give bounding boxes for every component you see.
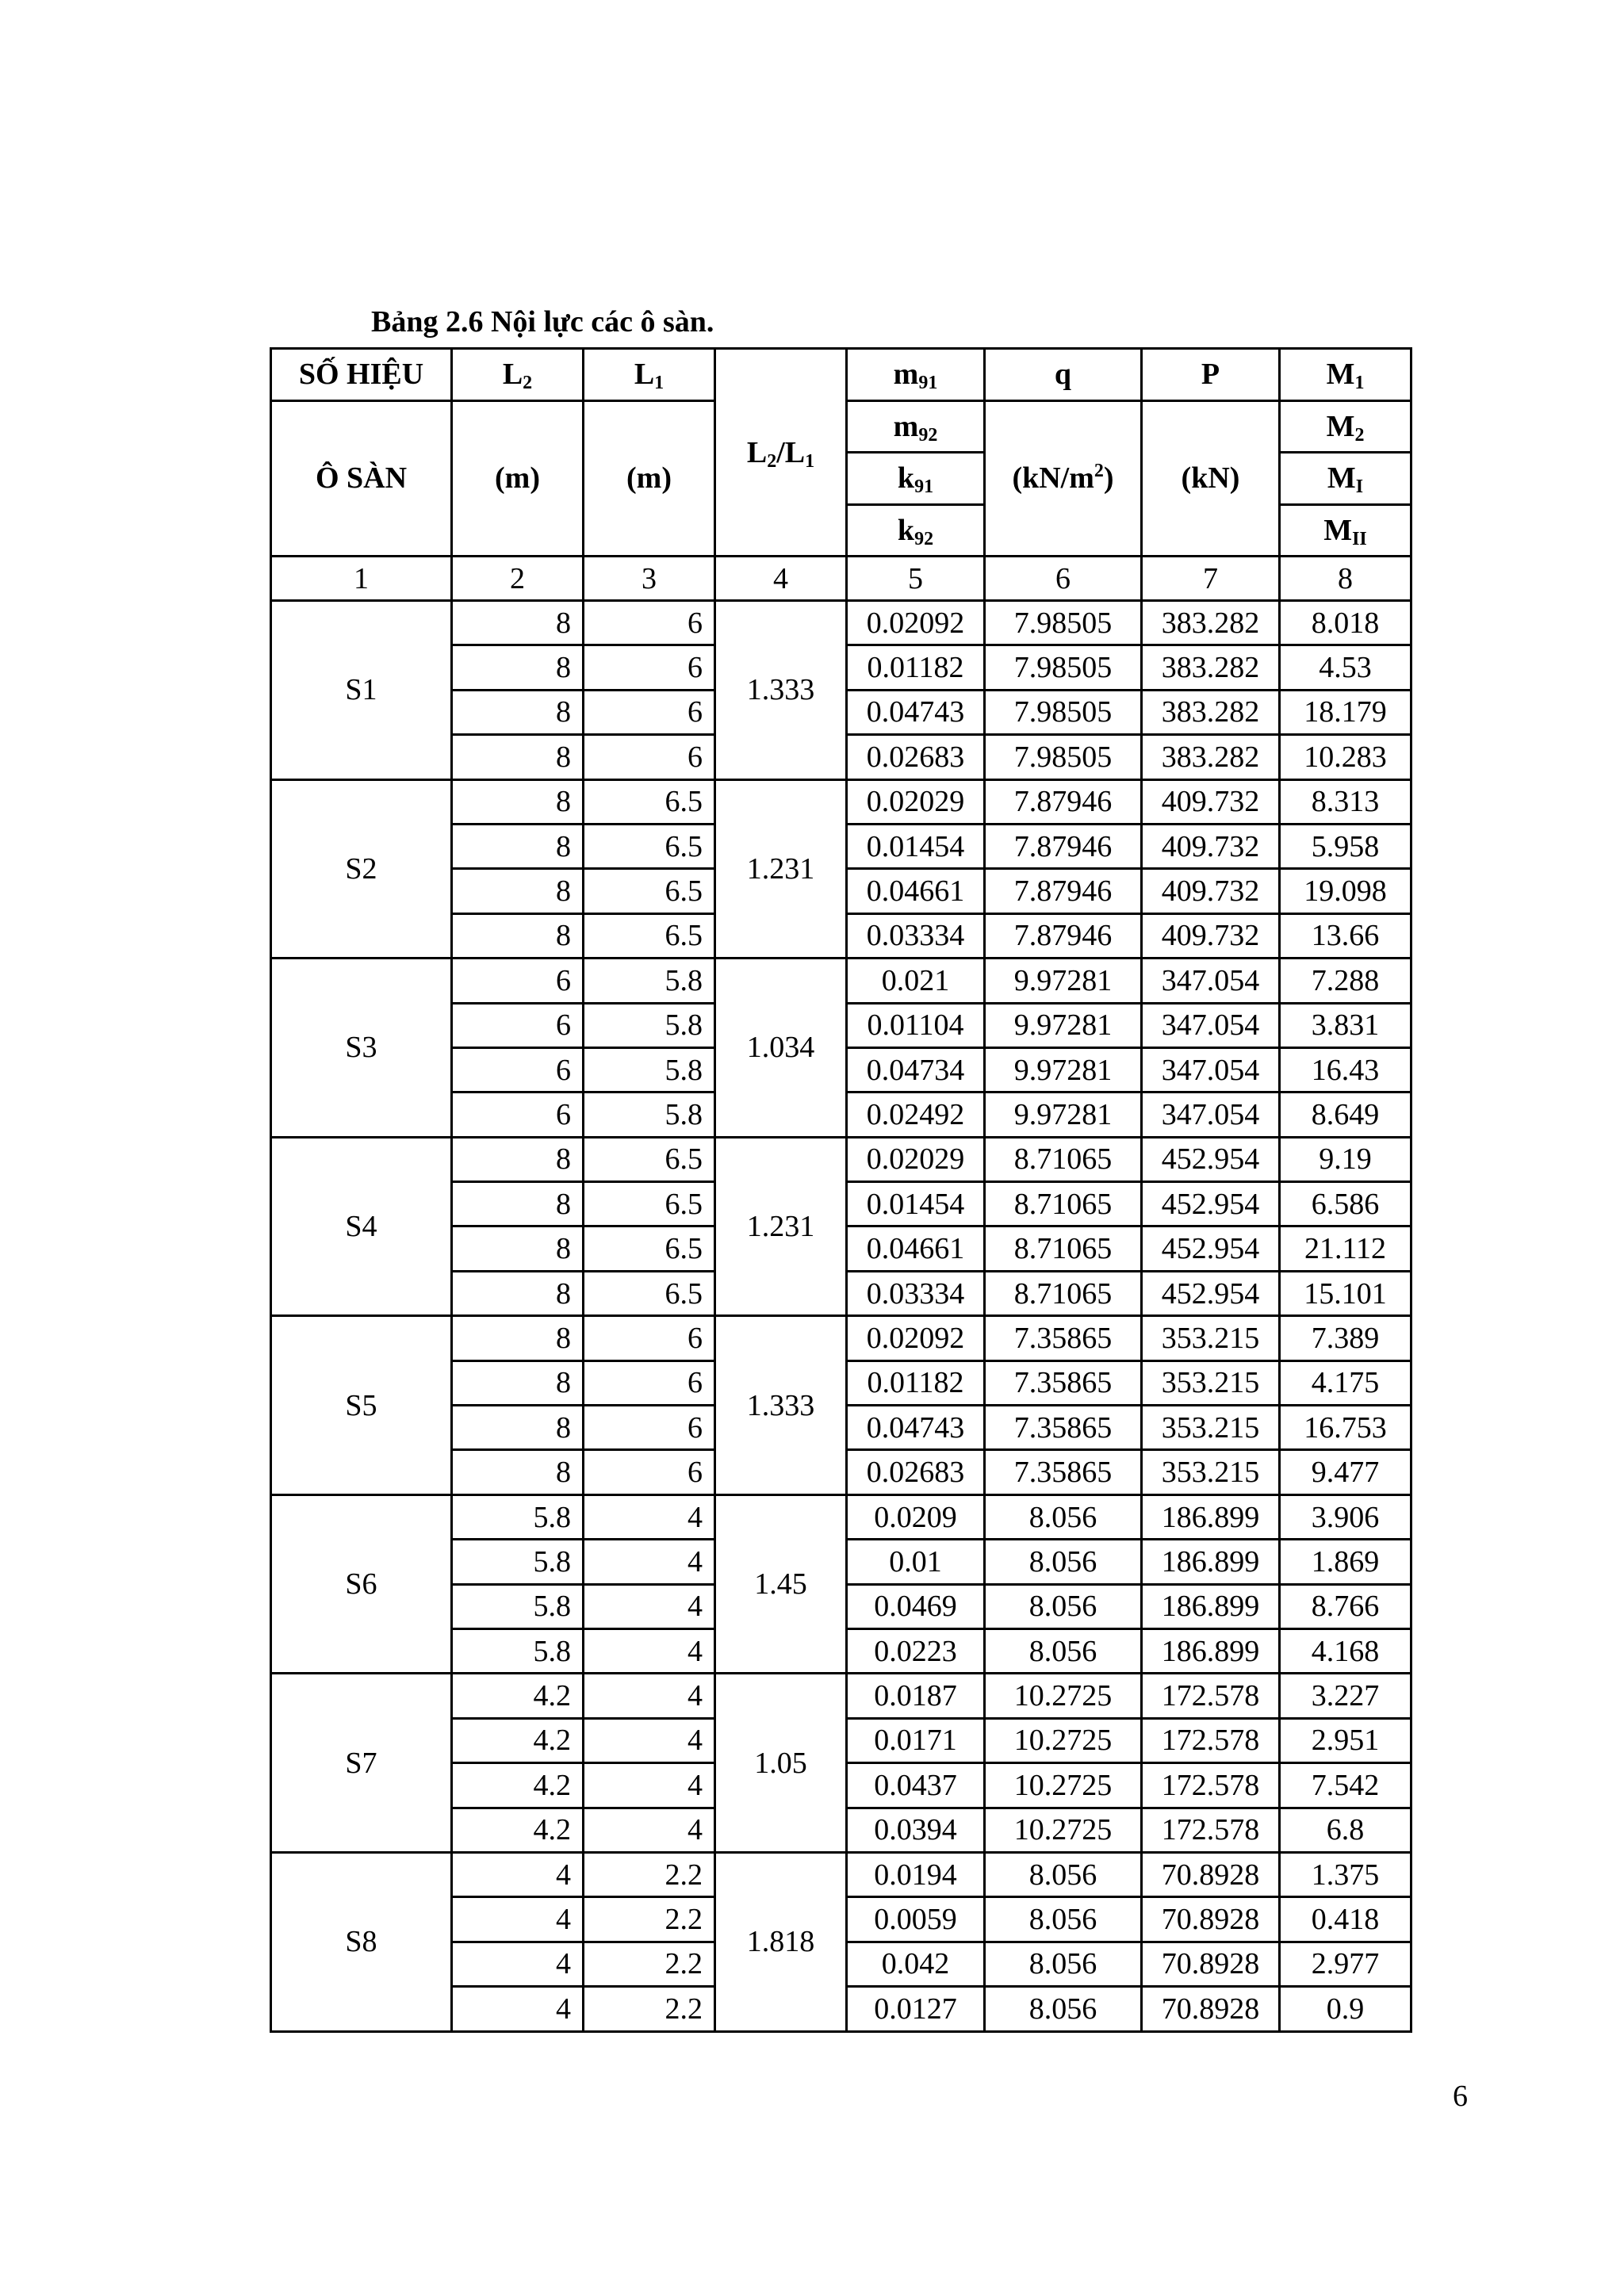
q-cell: 9.97281 <box>985 1003 1142 1047</box>
l1-cell: 6.5 <box>584 1226 715 1271</box>
l1-cell: 6 <box>584 601 715 645</box>
moment-cell: 4.168 <box>1280 1628 1411 1673</box>
ratio-cell: 1.05 <box>715 1674 847 1853</box>
p-cell: 172.578 <box>1142 1718 1280 1762</box>
moment-cell: 0.9 <box>1280 1987 1411 2031</box>
header-mI: $M_I$ <box>1280 453 1411 505</box>
coefficient-cell: 0.03334 <box>847 1271 985 1315</box>
slab-name-cell: S3 <box>271 959 452 1138</box>
slab-name-cell: S8 <box>271 1852 452 2031</box>
q-cell: 8.056 <box>985 1852 1142 1896</box>
column-number: 5 <box>847 557 985 601</box>
coefficient-cell: 0.03334 <box>847 913 985 958</box>
l2-cell: 4.2 <box>452 1674 584 1718</box>
slab-name-cell: S1 <box>271 601 452 780</box>
coefficient-cell: 0.01182 <box>847 1360 985 1405</box>
q-cell: 7.87946 <box>985 779 1142 824</box>
p-cell: 353.215 <box>1142 1406 1280 1450</box>
moment-cell: 8.313 <box>1280 779 1411 824</box>
l1-cell: 6.5 <box>584 1271 715 1315</box>
p-cell: 383.282 <box>1142 645 1280 690</box>
l1-cell: 2.2 <box>584 1852 715 1896</box>
header-p: P <box>1142 349 1280 401</box>
coefficient-cell: 0.01454 <box>847 1182 985 1226</box>
header-m92: $m_{92}$ <box>847 400 985 453</box>
ratio-cell: 1.333 <box>715 601 847 780</box>
l2-cell: 8 <box>452 601 584 645</box>
q-cell: 7.35865 <box>985 1406 1142 1450</box>
header-l1: $L_1$ <box>584 349 715 401</box>
coefficient-cell: 0.04734 <box>847 1047 985 1092</box>
l2-cell: 5.8 <box>452 1540 584 1584</box>
p-cell: 186.899 <box>1142 1628 1280 1673</box>
q-cell: 7.87946 <box>985 869 1142 913</box>
moment-cell: 7.542 <box>1280 1763 1411 1808</box>
q-cell: 7.98505 <box>985 601 1142 645</box>
l1-cell: 2.2 <box>584 1942 715 1986</box>
l2-cell: 8 <box>452 1182 584 1226</box>
coefficient-cell: 0.021 <box>847 959 985 1003</box>
q-cell: 9.97281 <box>985 959 1142 1003</box>
q-cell: 8.056 <box>985 1897 1142 1942</box>
moment-cell: 1.869 <box>1280 1540 1411 1584</box>
ratio-cell: 1.818 <box>715 1852 847 2031</box>
ratio-cell: 1.034 <box>715 959 847 1138</box>
table-row <box>271 1494 1411 1539</box>
moment-cell: 2.951 <box>1280 1718 1411 1762</box>
moment-cell: 16.753 <box>1280 1406 1411 1450</box>
l2-cell: 4.2 <box>452 1808 584 1852</box>
l2-cell: 8 <box>452 645 584 690</box>
p-cell: 70.8928 <box>1142 1852 1280 1896</box>
moment-cell: 13.66 <box>1280 913 1411 958</box>
header-ratio: $L_2/L_1$ <box>715 349 847 557</box>
moment-cell: 6.8 <box>1280 1808 1411 1852</box>
q-cell: 8.056 <box>985 1987 1142 2031</box>
column-number: 4 <box>715 557 847 601</box>
l1-cell: 6 <box>584 1450 715 1494</box>
moment-cell: 4.175 <box>1280 1360 1411 1405</box>
p-cell: 452.954 <box>1142 1226 1280 1271</box>
q-cell: 8.71065 <box>985 1271 1142 1315</box>
coefficient-cell: 0.0171 <box>847 1718 985 1762</box>
l1-cell: 2.2 <box>584 1987 715 2031</box>
p-cell: 172.578 <box>1142 1763 1280 1808</box>
table-row <box>271 1137 1411 1181</box>
moment-cell: 4.53 <box>1280 645 1411 690</box>
q-cell: 10.2725 <box>985 1674 1142 1718</box>
l2-cell: 8 <box>452 779 584 824</box>
l2-cell: 6 <box>452 1093 584 1137</box>
moment-cell: 8.018 <box>1280 601 1411 645</box>
l2-cell: 4 <box>452 1987 584 2031</box>
p-cell: 70.8928 <box>1142 1897 1280 1942</box>
l1-cell: 4 <box>584 1808 715 1852</box>
coefficient-cell: 0.0394 <box>847 1808 985 1852</box>
l2-cell: 8 <box>452 1360 584 1405</box>
l1-cell: 4 <box>584 1540 715 1584</box>
coefficient-cell: 0.02683 <box>847 735 985 779</box>
table-row <box>271 959 1411 1003</box>
l2-cell: 8 <box>452 913 584 958</box>
coefficient-cell: 0.02092 <box>847 1316 985 1360</box>
q-cell: 8.71065 <box>985 1182 1142 1226</box>
l1-cell: 6 <box>584 1316 715 1360</box>
l2-cell: 8 <box>452 690 584 734</box>
table-caption: Bảng 2.6 Nội lực các ô sàn. <box>371 305 714 339</box>
q-cell: 8.056 <box>985 1494 1142 1539</box>
q-cell: 8.71065 <box>985 1137 1142 1181</box>
header-m1: $M_1$ <box>1280 349 1411 401</box>
column-number-row <box>271 557 1411 601</box>
l1-cell: 6 <box>584 690 715 734</box>
q-cell: 7.87946 <box>985 824 1142 868</box>
coefficient-cell: 0.0223 <box>847 1628 985 1673</box>
coefficient-cell: 0.01 <box>847 1540 985 1584</box>
l2-cell: 8 <box>452 1406 584 1450</box>
l1-cell: 6.5 <box>584 1182 715 1226</box>
moment-cell: 2.977 <box>1280 1942 1411 1986</box>
ratio-cell: 1.231 <box>715 779 847 959</box>
coefficient-cell: 0.042 <box>847 1942 985 1986</box>
coefficient-cell: 0.0127 <box>847 1987 985 2031</box>
l2-cell: 8 <box>452 1226 584 1271</box>
ratio-cell: 1.231 <box>715 1137 847 1316</box>
column-number: 2 <box>452 557 584 601</box>
p-cell: 452.954 <box>1142 1137 1280 1181</box>
l1-cell: 4 <box>584 1763 715 1808</box>
header-m91: $m_{91}$ <box>847 349 985 401</box>
p-cell: 70.8928 <box>1142 1942 1280 1986</box>
moment-cell: 18.179 <box>1280 690 1411 734</box>
table-row <box>271 601 1411 645</box>
coefficient-cell: 0.02029 <box>847 779 985 824</box>
p-cell: 383.282 <box>1142 690 1280 734</box>
l2-cell: 4.2 <box>452 1763 584 1808</box>
table-row <box>271 779 1411 824</box>
l2-cell: 4.2 <box>452 1718 584 1762</box>
l1-cell: 5.8 <box>584 1003 715 1047</box>
coefficient-cell: 0.0059 <box>847 1897 985 1942</box>
p-cell: 347.054 <box>1142 1047 1280 1092</box>
l1-cell: 5.8 <box>584 1047 715 1092</box>
p-cell: 452.954 <box>1142 1271 1280 1315</box>
p-cell: 409.732 <box>1142 913 1280 958</box>
p-cell: 172.578 <box>1142 1674 1280 1718</box>
header-q-unit: $(kN/m^2)$ <box>985 400 1142 557</box>
moment-cell: 9.477 <box>1280 1450 1411 1494</box>
p-cell: 186.899 <box>1142 1584 1280 1628</box>
coefficient-cell: 0.0209 <box>847 1494 985 1539</box>
column-number: 1 <box>271 557 452 601</box>
header-so-hieu: SỐ HIỆU <box>271 349 452 401</box>
l1-cell: 6.5 <box>584 869 715 913</box>
l2-cell: 8 <box>452 735 584 779</box>
coefficient-cell: 0.0187 <box>847 1674 985 1718</box>
p-cell: 409.732 <box>1142 869 1280 913</box>
l1-cell: 6.5 <box>584 1137 715 1181</box>
moment-cell: 8.649 <box>1280 1093 1411 1137</box>
l1-cell: 4 <box>584 1718 715 1762</box>
column-number: 3 <box>584 557 715 601</box>
moment-cell: 8.766 <box>1280 1584 1411 1628</box>
moment-cell: 5.958 <box>1280 824 1411 868</box>
q-cell: 8.056 <box>985 1540 1142 1584</box>
ratio-cell: 1.45 <box>715 1494 847 1674</box>
p-cell: 172.578 <box>1142 1808 1280 1852</box>
header-k92: $k_{92}$ <box>847 504 985 557</box>
slab-name-cell: S4 <box>271 1137 452 1316</box>
coefficient-cell: 0.01454 <box>847 824 985 868</box>
p-cell: 186.899 <box>1142 1494 1280 1539</box>
q-cell: 7.35865 <box>985 1316 1142 1360</box>
slab-forces-table <box>270 347 1412 2033</box>
q-cell: 8.056 <box>985 1628 1142 1673</box>
moment-cell: 3.906 <box>1280 1494 1411 1539</box>
table-row <box>271 1852 1411 1896</box>
q-cell: 8.71065 <box>985 1226 1142 1271</box>
l1-cell: 4 <box>584 1628 715 1673</box>
p-cell: 353.215 <box>1142 1360 1280 1405</box>
moment-cell: 7.389 <box>1280 1316 1411 1360</box>
coefficient-cell: 0.04661 <box>847 1226 985 1271</box>
q-cell: 8.056 <box>985 1942 1142 1986</box>
header-l2: $L_2$ <box>452 349 584 401</box>
l1-cell: 6 <box>584 735 715 779</box>
l1-cell: 5.8 <box>584 1093 715 1137</box>
q-cell: 8.056 <box>985 1584 1142 1628</box>
l2-cell: 8 <box>452 869 584 913</box>
l2-cell: 5.8 <box>452 1494 584 1539</box>
column-number: 6 <box>985 557 1142 601</box>
l2-cell: 6 <box>452 1003 584 1047</box>
p-cell: 186.899 <box>1142 1540 1280 1584</box>
coefficient-cell: 0.0437 <box>847 1763 985 1808</box>
coefficient-cell: 0.02092 <box>847 601 985 645</box>
q-cell: 10.2725 <box>985 1718 1142 1762</box>
q-cell: 10.2725 <box>985 1763 1142 1808</box>
page-number: 6 <box>1453 2080 1468 2113</box>
coefficient-cell: 0.02492 <box>847 1093 985 1137</box>
l1-cell: 4 <box>584 1674 715 1718</box>
q-cell: 7.98505 <box>985 735 1142 779</box>
moment-cell: 10.283 <box>1280 735 1411 779</box>
header-o-san: Ô SÀN <box>271 400 452 557</box>
l1-cell: 6.5 <box>584 779 715 824</box>
q-cell: 7.87946 <box>985 913 1142 958</box>
moment-cell: 1.375 <box>1280 1852 1411 1896</box>
moment-cell: 15.101 <box>1280 1271 1411 1315</box>
p-cell: 452.954 <box>1142 1182 1280 1226</box>
q-cell: 10.2725 <box>985 1808 1142 1852</box>
coefficient-cell: 0.0194 <box>847 1852 985 1896</box>
p-cell: 353.215 <box>1142 1450 1280 1494</box>
moment-cell: 0.418 <box>1280 1897 1411 1942</box>
l2-cell: 6 <box>452 1047 584 1092</box>
slab-name-cell: S5 <box>271 1316 452 1495</box>
coefficient-cell: 0.04743 <box>847 690 985 734</box>
l2-cell: 4 <box>452 1942 584 1986</box>
l1-cell: 4 <box>584 1584 715 1628</box>
p-cell: 353.215 <box>1142 1316 1280 1360</box>
coefficient-cell: 0.01104 <box>847 1003 985 1047</box>
q-cell: 9.97281 <box>985 1047 1142 1092</box>
l2-cell: 8 <box>452 1450 584 1494</box>
l1-cell: 2.2 <box>584 1897 715 1942</box>
l2-cell: 4 <box>452 1897 584 1942</box>
header-l2-unit: (m) <box>452 400 584 557</box>
header-l1-unit: (m) <box>584 400 715 557</box>
slab-name-cell: S7 <box>271 1674 452 1853</box>
p-cell: 347.054 <box>1142 959 1280 1003</box>
l2-cell: 8 <box>452 1316 584 1360</box>
l2-cell: 8 <box>452 824 584 868</box>
l2-cell: 4 <box>452 1852 584 1896</box>
p-cell: 409.732 <box>1142 824 1280 868</box>
moment-cell: 9.19 <box>1280 1137 1411 1181</box>
l1-cell: 5.8 <box>584 959 715 1003</box>
moment-cell: 16.43 <box>1280 1047 1411 1092</box>
coefficient-cell: 0.02029 <box>847 1137 985 1181</box>
coefficient-cell: 0.04743 <box>847 1406 985 1450</box>
l2-cell: 8 <box>452 1271 584 1315</box>
p-cell: 70.8928 <box>1142 1987 1280 2031</box>
column-number: 7 <box>1142 557 1280 601</box>
moment-cell: 6.586 <box>1280 1182 1411 1226</box>
q-cell: 7.35865 <box>985 1450 1142 1494</box>
header-k91: $k_{91}$ <box>847 453 985 505</box>
moment-cell: 3.831 <box>1280 1003 1411 1047</box>
coefficient-cell: 0.01182 <box>847 645 985 690</box>
column-number: 8 <box>1280 557 1411 601</box>
ratio-cell: 1.333 <box>715 1316 847 1495</box>
l1-cell: 6 <box>584 1406 715 1450</box>
l1-cell: 6 <box>584 1360 715 1405</box>
table-row <box>271 1674 1411 1718</box>
coefficient-cell: 0.0469 <box>847 1584 985 1628</box>
l2-cell: 5.8 <box>452 1628 584 1673</box>
l2-cell: 6 <box>452 959 584 1003</box>
p-cell: 347.054 <box>1142 1093 1280 1137</box>
coefficient-cell: 0.02683 <box>847 1450 985 1494</box>
table-row <box>271 1316 1411 1360</box>
header-mII: $M_{II}$ <box>1280 504 1411 557</box>
moment-cell: 3.227 <box>1280 1674 1411 1718</box>
coefficient-cell: 0.04661 <box>847 869 985 913</box>
q-cell: 7.98505 <box>985 690 1142 734</box>
q-cell: 9.97281 <box>985 1093 1142 1137</box>
l1-cell: 4 <box>584 1494 715 1539</box>
moment-cell: 21.112 <box>1280 1226 1411 1271</box>
p-cell: 383.282 <box>1142 735 1280 779</box>
l1-cell: 6 <box>584 645 715 690</box>
moment-cell: 7.288 <box>1280 959 1411 1003</box>
header-p-unit: (kN) <box>1142 400 1280 557</box>
q-cell: 7.35865 <box>985 1360 1142 1405</box>
l2-cell: 5.8 <box>452 1584 584 1628</box>
p-cell: 383.282 <box>1142 601 1280 645</box>
slab-name-cell: S2 <box>271 779 452 959</box>
q-cell: 7.98505 <box>985 645 1142 690</box>
moment-cell: 19.098 <box>1280 869 1411 913</box>
p-cell: 347.054 <box>1142 1003 1280 1047</box>
l1-cell: 6.5 <box>584 913 715 958</box>
p-cell: 409.732 <box>1142 779 1280 824</box>
slab-name-cell: S6 <box>271 1494 452 1674</box>
l2-cell: 8 <box>452 1137 584 1181</box>
l1-cell: 6.5 <box>584 824 715 868</box>
header-m2: $M_2$ <box>1280 400 1411 453</box>
header-q: q <box>985 349 1142 401</box>
